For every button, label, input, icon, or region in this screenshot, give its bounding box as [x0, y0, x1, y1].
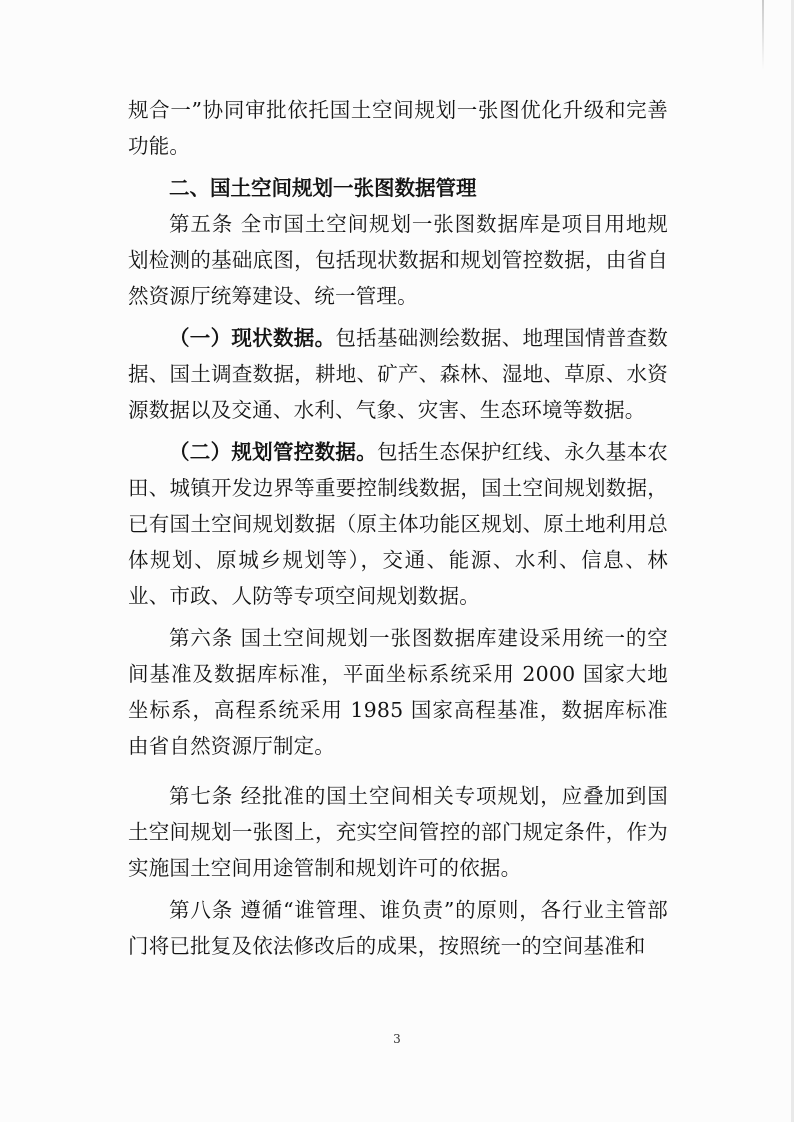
paragraph-continuation: 规合一”协同审批依托国土空间规划一张图优化升级和完善功能。	[128, 98, 668, 158]
item-current-data	[128, 320, 668, 428]
section-heading: 二、国土空间规划一张图数据管理	[169, 176, 477, 200]
item-planning-data-text: 包括生态保护红线、永久基本农田、城镇开发边界等重要控制线数据，国土空间规划数据，已有国土空间规划数据（原主体功能区规划、原土地利用总体规划、原城乡规划等），交通、能源、水利、信息、林业、市政、人防等专项空间规划数据。	[128, 440, 668, 608]
item-planning-data	[128, 434, 668, 614]
document-body	[128, 92, 668, 964]
item-current-data-text: 包括基础测绘数据、地理国情普查数据、国土调查数据，耕地、矿产、森林、湿地、草原、水资源数据以及交通、水利、气象、灾害、生态环境等数据。	[128, 326, 669, 422]
article-7: 第七条 经批准的国土空间相关专项规划，应叠加到国土空间规划一张图上，充实空间管控的部门规定条件，作为实施国土空间用途管制和规划许可的依据。	[128, 784, 668, 880]
item-planning-data-lead: （二）规划管控数据。	[169, 440, 377, 464]
binding-mark	[762, 0, 764, 70]
item-current-data-lead: （一）现状数据。	[169, 326, 336, 350]
article-5: 第五条 全市国土空间规划一张图数据库是项目用地规划检测的基础底图，包括现状数据和规划管控数据，由省自然资源厅统筹建设、统一管理。	[128, 212, 668, 308]
page-number: 3	[393, 1032, 401, 1046]
article-6: 第六条 国土空间规划一张图数据库建设采用统一的空间基准及数据库标准，平面坐标系统采用 2000 国家大地坐标系，高程系统采用 1985 国家高程基准，数据库标准由省自然资源厅制定。	[128, 626, 668, 758]
article-8: 第八条 遵循“谁管理、谁负责”的原则，各行业主管部门将已批复及依法修改后的成果，按照统一的空间基准和	[128, 898, 668, 958]
